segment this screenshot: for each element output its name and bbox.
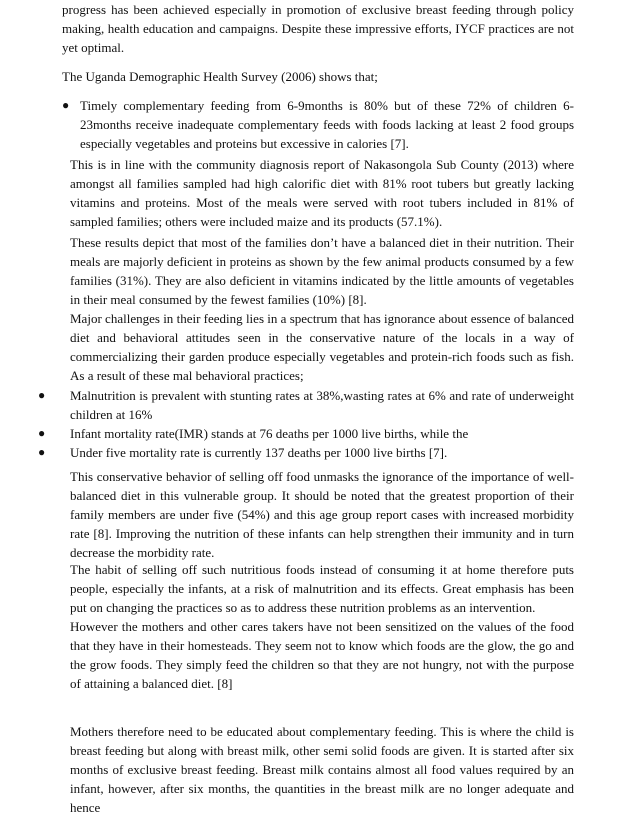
bullet-imr: Infant mortality rate(IMR) stands at 76 deaths per 1000 live births, while the: [70, 426, 469, 441]
bullet-dot-icon: ●: [62, 98, 70, 112]
paragraph-habit: The habit of selling off such nutritious foods instead of consuming it at home therefore puts people, especially the infants, at a risk of malnutrition and its effects. Great emphasis has been put on changing the practices so as to address these nutrition problems as an intervention.: [70, 562, 574, 615]
paragraph-results: These results depict that most of the families don’t have a balanced diet in their nutrition. Their meals are majorly deficient in proteins as shown by the few animal products consumed by a few families (31%). They are also deficient in vitamins indicated by the little amounts of vegetables in their meal consumed by the fewest families (10%) [8].: [70, 235, 574, 307]
bullet-dot-icon: ●: [38, 388, 46, 402]
bullet-malnutrition: Malnutrition is prevalent with stunting rates at 38%,wasting rates at 6% and rate of underweight children at 16%: [70, 388, 574, 422]
bullet-dot-icon: ●: [38, 426, 46, 440]
paragraph-challenges: Major challenges in their feeding lies in a spectrum that has ignorance about essence of balanced diet and behavioral attitudes seen in the conservative nature of the locals in a way of commercializing their garden produce especially vegetables and protein-rich foods such as fish. As a result of these mal behavioral practices;: [70, 311, 574, 383]
paragraph-intro: progress has been achieved especially in promotion of exclusive breast feeding through policy making, health education and campaigns. Despite these impressive efforts, IYCF practices are not yet optimal.: [62, 2, 574, 55]
paragraph-udhs: The Uganda Demographic Health Survey (2006) shows that;: [62, 69, 378, 84]
bullet-dot-icon: ●: [38, 445, 46, 459]
paragraph-mothers: However the mothers and other cares takers have not been sensitized on the values of the food that they have in their homesteads. They seem not to know which foods are the glow, the go and the grow foods. They simply feed the children so that they are not hungry, not with the purpose of attaining a balanced diet. [8]: [70, 619, 574, 691]
bullet-under-five: Under five mortality rate is currently 137 deaths per 1000 live births [7].: [70, 445, 448, 460]
paragraph-educate: Mothers therefore need to be educated about complementary feeding. This is where the child is breast feeding but along with breast milk, other semi solid foods are given. It is started after six months of exclusive breast feeding. Breast milk contains almost all food values required by an infant, however, after six months, the quantities in the breast milk are no longer adequate and hence: [70, 724, 574, 815]
paragraph-community: This is in line with the community diagnosis report of Nakasongola Sub County (2013) where amongst all families sampled had high calorific diet with 81% root tubers but greatly lacking vitamins and proteins. Most of the meals were served with root tubers included in 81% of sampled families; others were included maize and its products (57.1%).: [70, 157, 574, 229]
bullet-udhs-item: Timely complementary feeding from 6-9months is 80% but of these 72% of children 6-23months receive inadequate complementary feeds with foods lacking at least 2 food groups especially vegetables and proteins but excessive in calories [7].: [80, 98, 574, 151]
paragraph-conservative: This conservative behavior of selling off food unmasks the ignorance of the importance of well-balanced diet in this vulnerable group. It should be noted that the greatest proportion of their family members are under five (54%) and this age group report cases with increased morbidity rate [8]. Improving the nutrition of these infants can help strengthen their immunity and in turn decrease the morbidity rate.: [70, 469, 574, 560]
